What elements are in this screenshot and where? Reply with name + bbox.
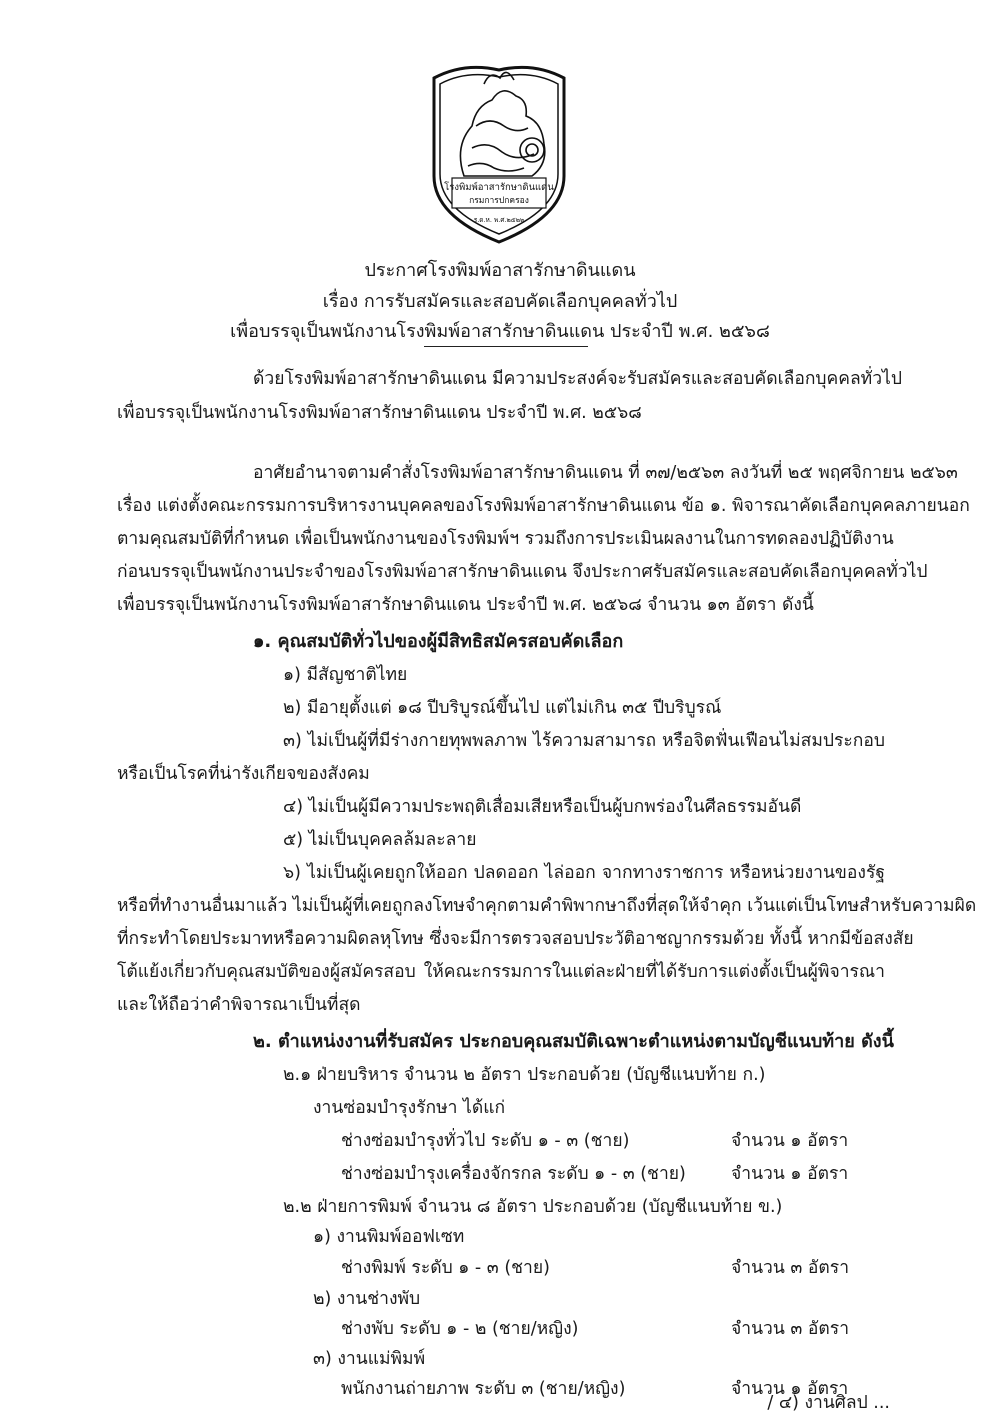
- intro-p1-line: ด้วยโรงพิมพ์อาสารักษาดินแดน มีความประสงค์จะรับสมัครและสอบคัดเลือกบุคคลทั่วไป: [253, 369, 902, 389]
- position-amount: จำนวน ๑ อัตรา: [731, 1131, 849, 1151]
- position-name: พนักงานถ่ายภาพ ระดับ ๓ (ชาย/หญิง): [341, 1379, 626, 1399]
- work-group: ๓) งานแม่พิมพ์: [313, 1349, 426, 1369]
- position-name: ช่างซ่อมบำรุงทั่วไป ระดับ ๑ - ๓ (ชาย): [341, 1131, 630, 1151]
- intro-p2-line: เพื่อบรรจุเป็นพนักงานโรงพิมพ์อาสารักษาดินแดน ประจำปี พ.ศ. ๒๕๖๘ จำนวน ๑๓ อัตรา ดังนี้: [117, 595, 814, 615]
- position-amount: จำนวน ๑ อัตรา: [731, 1379, 849, 1399]
- position-amount: จำนวน ๓ อัตรา: [731, 1258, 850, 1278]
- announcement-purpose: เพื่อบรรจุเป็นพนักงานโรงพิมพ์อาสารักษาดินแดน ประจำปี พ.ศ. ๒๕๖๘: [230, 321, 770, 342]
- qualification-item-cont: และให้ถือว่าคำพิจารณาเป็นที่สุด: [117, 995, 361, 1015]
- announcement-subject: เรื่อง การรับสมัครและสอบคัดเลือกบุคคลทั่วไป: [322, 291, 678, 312]
- work-group: ๒) งานช่างพับ: [313, 1289, 421, 1309]
- emblem-org-name: โรงพิมพ์อาสารักษาดินแดน: [444, 182, 554, 193]
- qualification-item: ๕) ไม่เป็นบุคคลล้มละลาย: [283, 830, 477, 850]
- position-amount: จำนวน ๓ อัตรา: [731, 1319, 850, 1339]
- qualification-item-cont: โต้แย้งเกี่ยวกับคุณสมบัติของผู้สมัครสอบ ให้คณะกรรมการในแต่ละฝ่ายที่ได้รับการแต่งตั้งเป็นผู้พิจารณา: [117, 962, 885, 982]
- qualification-item: ๑) มีสัญชาติไทย: [283, 665, 408, 685]
- qualification-item: ๓) ไม่เป็นผู้ที่มีร่างกายทุพพลภาพ ไร้ความสามารถ หรือจิตฟั่นเฟือนไม่สมประกอบ: [283, 731, 885, 751]
- position-name: ช่างซ่อมบำรุงเครื่องจักรกล ระดับ ๑ - ๓ (ชาย): [341, 1164, 686, 1184]
- intro-p2-line: เรื่อง แต่งตั้งคณะกรรมการบริหารงานบุคคลของโรงพิมพ์อาสารักษาดินแดน ข้อ ๑. พิจารณาคัดเลือกบุคคลภายนอก: [117, 496, 970, 516]
- page-continuation: / ๔) งานศิลป ...: [767, 1393, 890, 1413]
- lion-emblem-icon: [460, 72, 544, 176]
- work-group: ๑) งานพิมพ์ออฟเซท: [313, 1227, 465, 1247]
- work-group: งานซ่อมบำรุงรักษา ได้แก่: [313, 1098, 506, 1118]
- section1-heading: ๑. คุณสมบัติทั่วไปของผู้มีสิทธิสมัครสอบคัดเลือก: [253, 631, 624, 652]
- section2-heading: ๒. ตำแหน่งงานที่รับสมัคร ประกอบคุณสมบัติเฉพาะตำแหน่งตามบัญชีแนบท้าย ดังนี้: [253, 1031, 894, 1052]
- position-amount: จำนวน ๑ อัตรา: [731, 1164, 849, 1184]
- emblem-dept-name: กรมการปกครอง: [469, 196, 529, 206]
- division-title: ๒.๒ ฝ่ายการพิมพ์ จำนวน ๘ อัตรา ประกอบด้วย (บัญชีแนบท้าย ข.): [283, 1197, 783, 1217]
- qualification-item-cont: ที่กระทำโดยประมาทหรือความผิดลหุโทษ ซึ่งจะมีการตรวจสอบประวัติอาชญากรรมด้วย ทั้งนี้ หากมีข้อสงสัย: [117, 929, 914, 949]
- printing-house-emblem: [424, 56, 574, 246]
- position-name: ช่างพิมพ์ ระดับ ๑ - ๓ (ชาย): [341, 1258, 550, 1278]
- intro-p2-line: ก่อนบรรจุเป็นพนักงานประจำของโรงพิมพ์อาสารักษาดินแดน จึงประกาศรับสมัครและสอบคัดเลือกบุคคลทั่วไป: [117, 562, 928, 582]
- emblem-code: ร.ด.ห. พ.ศ.๒๕๒๒: [473, 216, 525, 224]
- announcement-title: ประกาศโรงพิมพ์อาสารักษาดินแดน: [364, 260, 636, 281]
- intro-p2-line: อาศัยอำนาจตามคำสั่งโรงพิมพ์อาสารักษาดินแดน ที่ ๓๗/๒๕๖๓ ลงวันที่ ๒๕ พฤศจิกายน ๒๕๖๓: [253, 463, 958, 483]
- intro-p2-line: ตามคุณสมบัติที่กำหนด เพื่อเป็นพนักงานของโรงพิมพ์ฯ รวมถึงการประเมินผลงานในการทดลองปฏิบัติงาน: [117, 529, 894, 549]
- qualification-item: ๖) ไม่เป็นผู้เคยถูกให้ออก ปลดออก ไล่ออก จากทางราชการ หรือหน่วยงานของรัฐ: [283, 863, 885, 883]
- division-title: ๒.๑ ฝ่ายบริหาร จำนวน ๒ อัตรา ประกอบด้วย (บัญชีแนบท้าย ก.): [283, 1065, 766, 1085]
- position-name: ช่างพับ ระดับ ๑ - ๒ (ชาย/หญิง): [341, 1319, 579, 1339]
- intro-p1-line: เพื่อบรรจุเป็นพนักงานโรงพิมพ์อาสารักษาดินแดน ประจำปี พ.ศ. ๒๕๖๘: [117, 403, 642, 423]
- qualification-item-cont: หรือที่ทำงานอื่นมาแล้ว ไม่เป็นผู้ที่เคยถูกลงโทษจำคุกตามคำพิพากษาถึงที่สุดให้จำคุก เว้นแต่เป็นโทษสำหรับความผิด: [117, 896, 977, 916]
- qualification-item: ๒) มีอายุตั้งแต่ ๑๘ ปีบริบูรณ์ขึ้นไป แต่ไม่เกิน ๓๕ ปีบริบูรณ์: [283, 698, 722, 718]
- qualification-item: ๔) ไม่เป็นผู้มีความประพฤติเสื่อมเสียหรือเป็นผู้บกพร่องในศีลธรรมอันดี: [283, 797, 802, 817]
- qualification-item-cont: หรือเป็นโรคที่น่ารังเกียจของสังคม: [117, 764, 370, 784]
- header-divider: [424, 346, 588, 347]
